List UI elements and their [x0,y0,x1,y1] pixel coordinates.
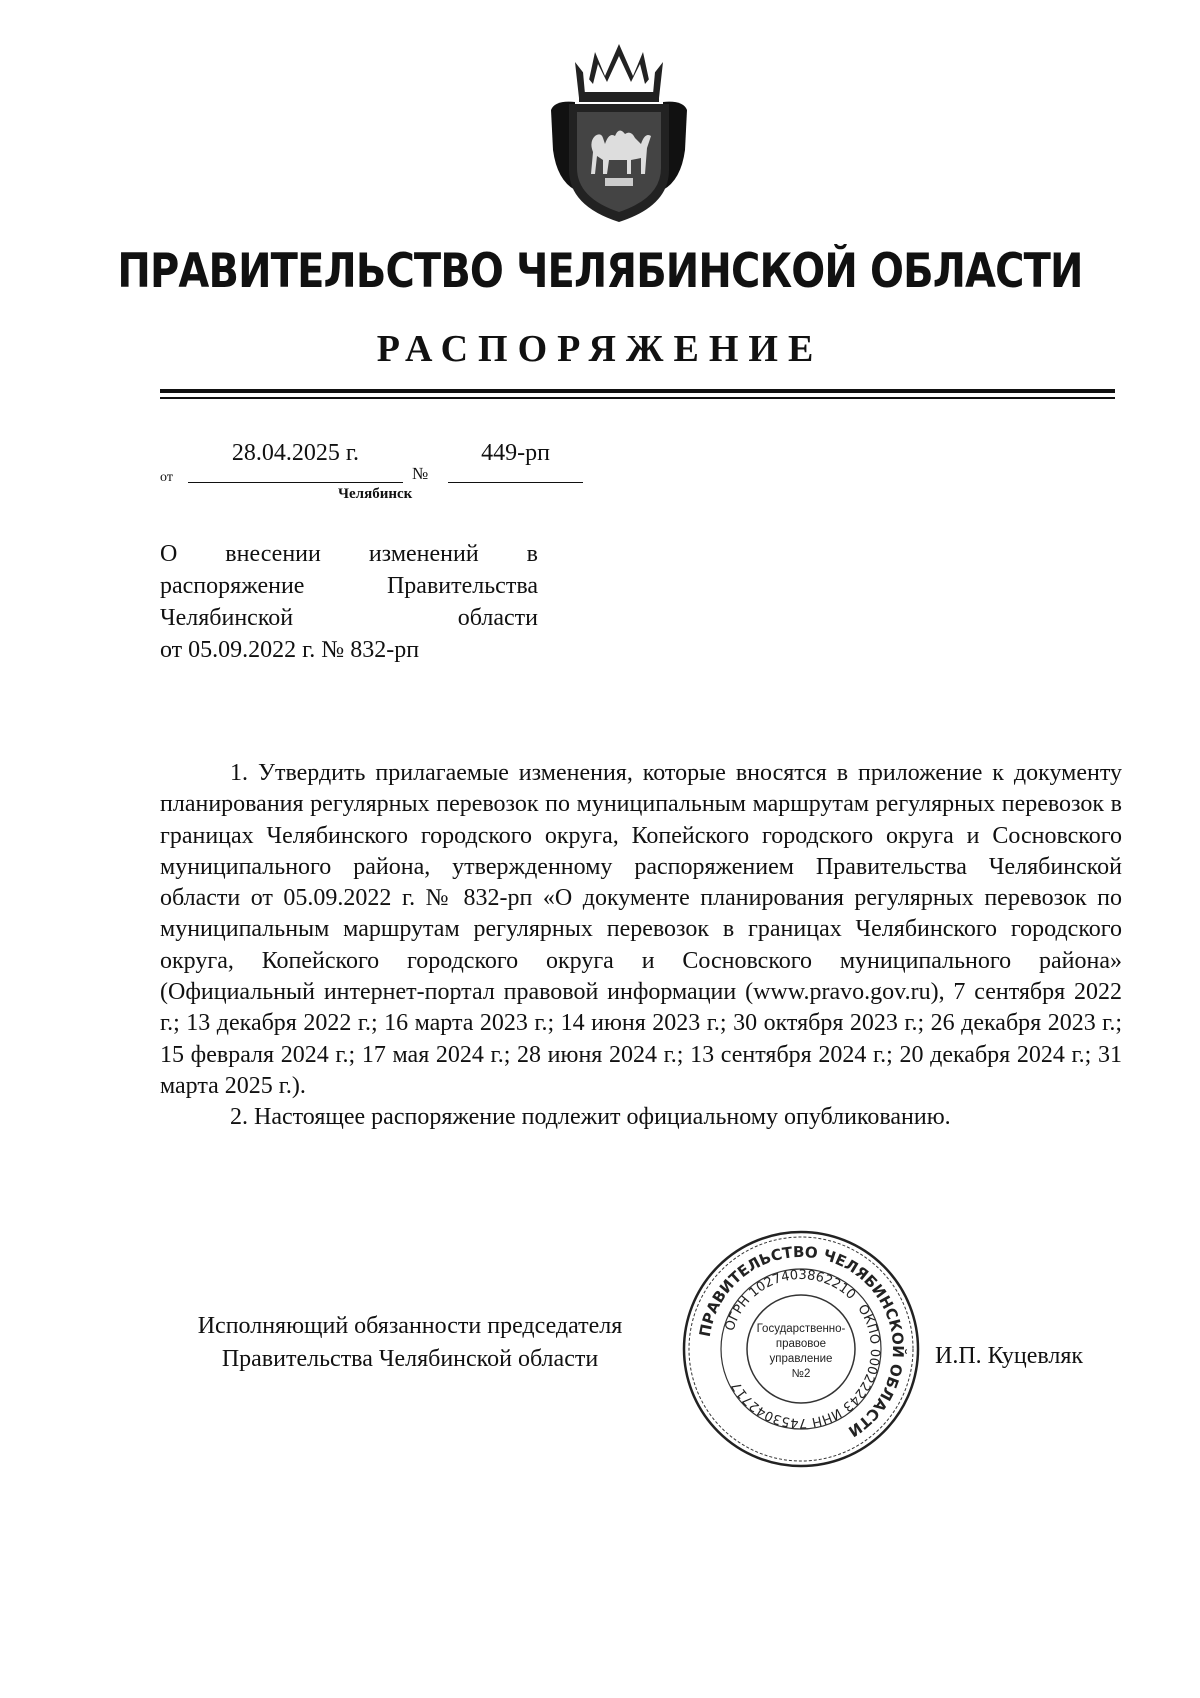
signatory-title-line: Правительства Челябинской области [221,1346,599,1372]
official-seal-icon [680,1228,922,1470]
subject-line: распоряжение Правительства [160,573,538,599]
date-underline [188,482,403,483]
seal-center-line: правовое [775,1338,827,1350]
header-rule-thick [160,389,1115,393]
signatory-title [160,1310,660,1376]
number-label: № [412,464,429,483]
seal-okpo: ОКПО 00022243 [839,1301,883,1415]
subject-line: от 05.09.2022 г. № 832-рп [160,637,420,663]
date-from-label: от [160,470,173,485]
svg-text:ИНН 7453042717 [729,1379,844,1430]
organization-name: ПРАВИТЕЛЬСТВО ЧЕЛЯБИНСКОЙ ОБЛАСТИ [117,244,1083,299]
document-body [160,758,1122,1134]
document-date: 28.04.2025 г. [231,440,360,466]
document-number: 449-рп [481,440,550,466]
subject-line: О внесении изменений в [160,541,538,567]
subject-line: Челябинской области [160,605,538,631]
body-paragraph: 1. Утвердить прилагаемые изменения, которые вносятся в приложение к документу планирования регулярных перевозок по муниципальным маршрутам регулярных перевозок в границах Челябинского городского округа, Копейского городского округа и Сосновского муниципального района, утвержденному распоряжением Правительства Челябинской области от 05.09.2022 г. № 832-рп «О документе планирования регулярных перевозок по муниципальным маршрутам регулярных перевозок в границах Челябинского городского округа, Копейского городского округа и Сосновского муниципального района» (Официальный интернет-портал правовой информации (www.pravo.gov.ru), 7 сентября 2022 г.; 13 декабря 2022 г.; 16 марта 2023 г.; 14 июня 2023 г.; 30 октября 2023 г.; 26 декабря 2023 г.; 15 февраля 2024 г.; 17 мая 2024 г.; 28 июня 2024 г.; 13 сентября 2024 г.; 20 декабря 2024 г.; 31 марта 2025 г.). [160,760,1122,1099]
coat-of-arms-icon [545,40,693,230]
signatory-name: И.П. Куцевляк [935,1343,1084,1369]
number-underline [448,482,583,483]
city-name: Челябинск [338,486,413,502]
signatory-title-line: Исполняющий обязанности председателя [197,1313,623,1339]
body-paragraph: 2. Настоящее распоряжение подлежит официальному опубликованию. [230,1104,951,1131]
seal-outer-text: ПРАВИТЕЛЬСТВО ЧЕЛЯБИНСКОЙ ОБЛАСТИ [695,1242,908,1441]
seal-center-line: Государственно- [756,1323,846,1335]
seal-center-line: №2 [791,1368,811,1380]
seal-center-line: управление [769,1353,833,1365]
header-rule-thin [160,397,1115,399]
document-type: РАСПОРЯЖЕНИЕ [376,328,824,370]
seal-ogrn: ОГРН 1027403862210 [722,1267,859,1333]
document-subject [160,538,538,666]
seal-inn: ИНН 7453042717 [729,1378,844,1431]
